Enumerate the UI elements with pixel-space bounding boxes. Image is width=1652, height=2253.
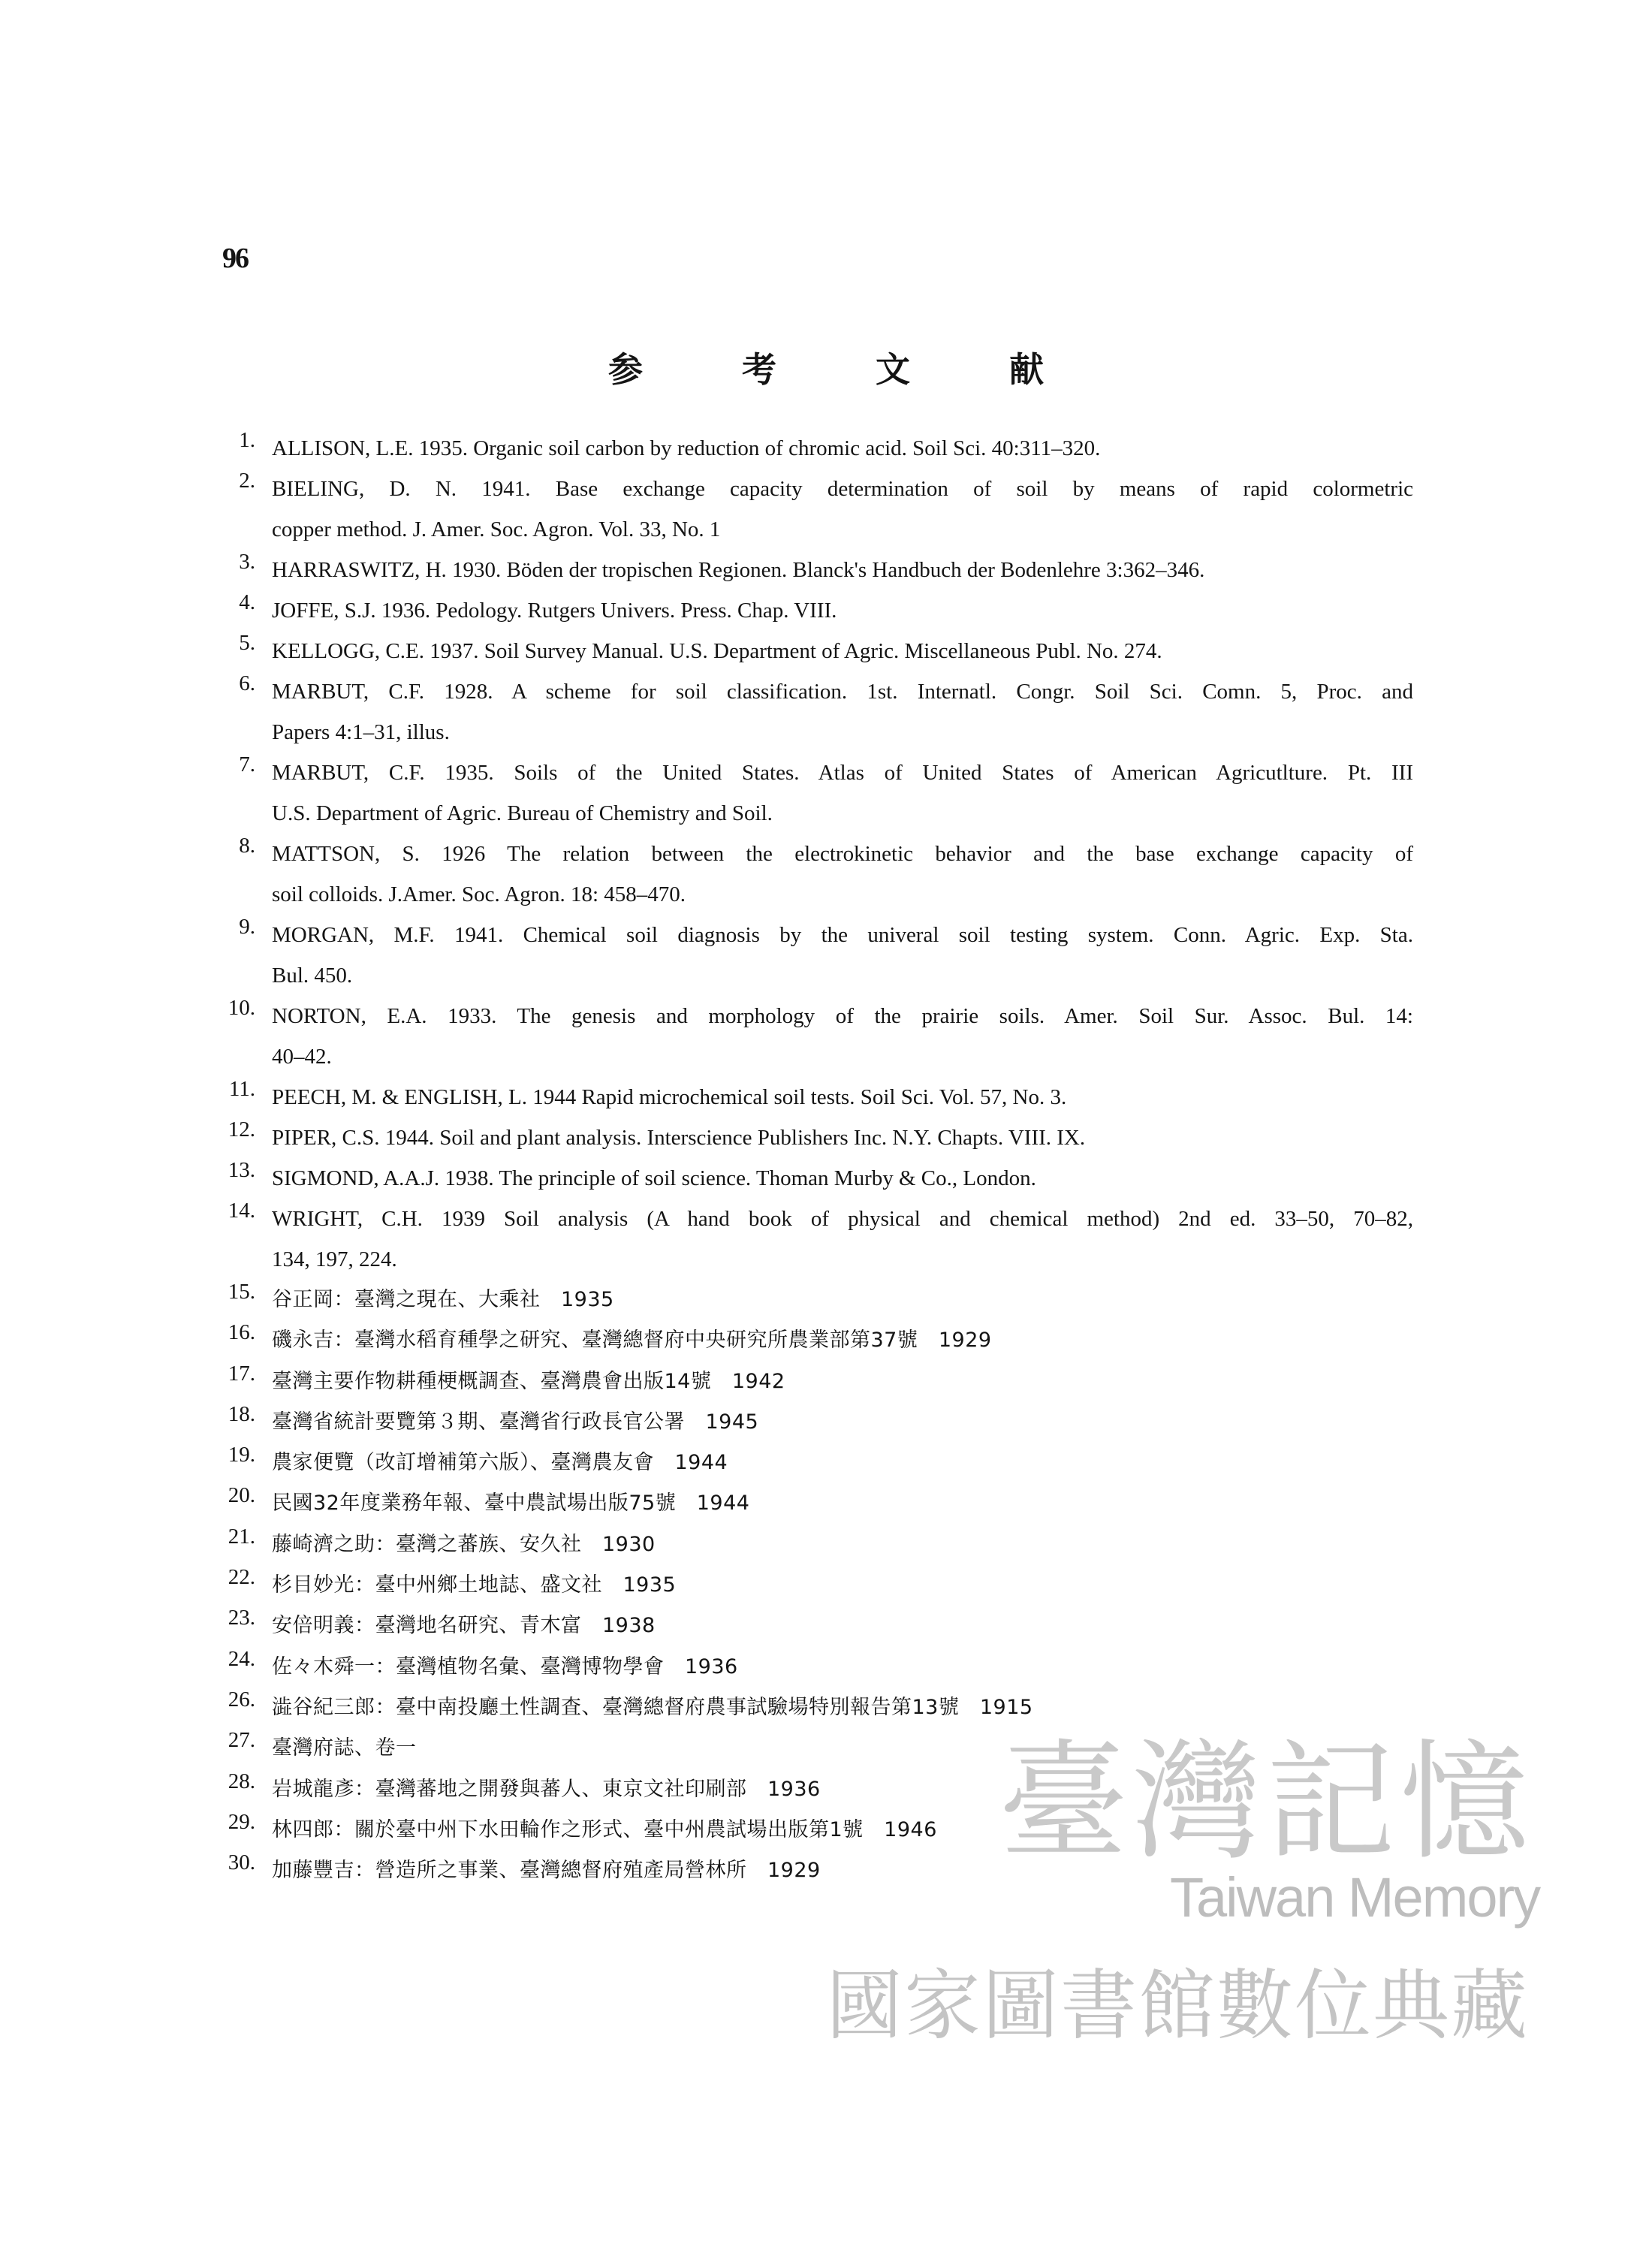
reference-text <box>272 1443 1413 1483</box>
reference-line: MORGAN, M.F. 1941. Chemical soil diagnosis by the univeral soil testing system. Conn. Agric. Exp. Sta. <box>272 923 1413 947</box>
reference-line: 安倍明義：臺灣地名研究、青木富 1938 <box>272 1614 656 1638</box>
reference-line: MARBUT, C.F. 1935. Soils of the United States. Atlas of United States of American Agricutlture. Pt. III <box>272 761 1413 785</box>
reference-line: 林四郎：關於臺中州下水田輪作之形式、臺中州農試場出版第1號 1946 <box>272 1817 937 1841</box>
reference-text <box>272 428 1413 469</box>
reference-line: WRIGHT, C.H. 1939 Soil analysis (A hand book of physical and chemical method) 2nd ed. 33–50, 70–82, <box>272 1207 1413 1231</box>
reference-number: 9. <box>239 915 255 939</box>
reference-item <box>212 996 1413 1077</box>
reference-text <box>272 1199 1413 1280</box>
reference-line: PEECH, M. & ENGLISH, L. 1944 Rapid microchemical soil tests. Soil Sci. Vol. 57, No. 3. <box>272 1085 1067 1109</box>
reference-line: JOFFE, S.J. 1936. Pedology. Rutgers Univers. Press. Chap. VIII. <box>272 599 837 623</box>
reference-text <box>272 1647 1413 1687</box>
reference-item <box>212 1320 1413 1361</box>
reference-item <box>212 1525 1413 1565</box>
reference-text <box>272 1280 1413 1320</box>
reference-item <box>212 1199 1413 1280</box>
reference-line: ALLISON, L.E. 1935. Organic soil carbon by reduction of chromic acid. Soil Sci. 40:311–320. <box>272 436 1101 460</box>
reference-line: 加藤豐吉：營造所之事業、臺灣總督府殖產局營林所 1929 <box>272 1859 821 1883</box>
reference-item <box>212 1362 1413 1402</box>
reference-item <box>212 1077 1413 1117</box>
reference-number: 17. <box>228 1361 255 1386</box>
watermark-subtitle: 國家圖書館數位典藏 <box>826 1962 1529 2051</box>
reference-number: 11. <box>228 1077 255 1101</box>
reference-line: KELLOGG, C.E. 1937. Soil Survey Manual. U.S. Department of Agric. Miscellaneous Publ. No. 274. <box>272 639 1162 663</box>
reference-item <box>212 1402 1413 1443</box>
watermark-logo-text: 臺灣記憶 <box>999 1727 1533 1878</box>
reference-item <box>212 834 1413 915</box>
reference-number: 28. <box>228 1769 255 1793</box>
reference-number: 4. <box>239 590 255 614</box>
reference-number: 13. <box>228 1158 255 1182</box>
reference-line: Papers 4:1–31, illus. <box>272 720 450 744</box>
reference-item <box>212 1606 1413 1646</box>
reference-line: PIPER, C.S. 1944. Soil and plant analysis. Interscience Publishers Inc. N.Y. Chapts. VIII. IX. <box>272 1126 1086 1150</box>
reference-line: 臺灣主要作物耕種梗概調查、臺灣農會出版14號 1942 <box>272 1369 785 1393</box>
reference-line: 澁谷紀三郎：臺中南投廳土性調査、臺灣總督府農事試驗場特別報告第13號 1915 <box>272 1695 1033 1719</box>
reference-item <box>212 1647 1413 1687</box>
reference-line: 谷正岡：臺灣之現在、大乘社 1935 <box>272 1288 614 1311</box>
reference-line: 農家便覽（改訂增補第六版）、臺灣農友會 1944 <box>272 1451 728 1475</box>
reference-line: 40–42. <box>272 1045 332 1069</box>
reference-line: 民國32年度業務年報、臺中農試場出版75號 1944 <box>272 1491 750 1516</box>
reference-line: 佐々木舜一：臺灣植物名彙、臺灣博物學會 1936 <box>272 1654 738 1678</box>
reference-number: 18. <box>228 1401 255 1426</box>
reference-line: MARBUT, C.F. 1928. A scheme for soil classification. 1st. Internatl. Congr. Soil Sci. Comn. 5, Proc. and <box>272 680 1413 704</box>
reference-item <box>212 1483 1413 1524</box>
reference-line: Bul. 450. <box>272 964 353 988</box>
reference-text <box>272 671 1413 753</box>
reference-item <box>212 428 1413 469</box>
reference-number: 27. <box>228 1728 255 1753</box>
reference-text <box>272 631 1413 671</box>
reference-number: 15. <box>228 1280 255 1304</box>
reference-text <box>272 753 1413 834</box>
reference-line: 藤崎濟之助：臺灣之蕃族、安久社 1930 <box>272 1532 656 1556</box>
reference-item <box>212 1565 1413 1606</box>
reference-number: 19. <box>228 1443 255 1467</box>
reference-number: 8. <box>239 834 255 858</box>
reference-list <box>212 428 1413 1891</box>
reference-item <box>212 631 1413 671</box>
reference-item <box>212 550 1413 590</box>
reference-line: MATTSON, S. 1926 The relation between the electrokinetic behavior and the base exchange capacity of <box>272 842 1413 866</box>
reference-number: 23. <box>228 1606 255 1630</box>
reference-number: 6. <box>239 671 255 695</box>
reference-item <box>212 590 1413 631</box>
reference-number: 20. <box>228 1483 255 1508</box>
reference-text <box>272 550 1413 590</box>
reference-number: 21. <box>228 1524 255 1549</box>
reference-item <box>212 1443 1413 1483</box>
reference-text <box>272 1320 1413 1361</box>
reference-item <box>212 1280 1413 1320</box>
reference-line: 臺灣府誌、卷一 <box>272 1736 417 1760</box>
reference-number: 29. <box>228 1809 255 1834</box>
reference-line: 臺灣省統計要覽第３期、臺灣省行政長官公署 1945 <box>272 1410 759 1434</box>
reference-line: soil colloids. J.Amer. Soc. Agron. 18: 458–470. <box>272 882 686 906</box>
reference-item <box>212 1158 1413 1199</box>
reference-item <box>212 1117 1413 1158</box>
reference-number: 14. <box>228 1199 255 1223</box>
reference-text <box>272 469 1413 550</box>
reference-item <box>212 469 1413 550</box>
reference-number: 2. <box>239 469 255 493</box>
reference-text <box>272 1483 1413 1524</box>
page-title: 参 考 文 献 <box>607 349 1088 390</box>
reference-number: 30. <box>228 1850 255 1875</box>
reference-number: 7. <box>239 753 255 777</box>
reference-number: 24. <box>228 1646 255 1671</box>
watermark-latin-text: Taiwan Memory <box>1170 1866 1540 1929</box>
reference-line: 磯永吉：臺灣水稻育種學之研究、臺灣總督府中央研究所農業部第37號 1929 <box>272 1329 992 1353</box>
reference-number: 3. <box>239 550 255 574</box>
reference-item <box>212 671 1413 753</box>
reference-line: 杉目妙光：臺中州鄉土地誌、盛文社 1935 <box>272 1573 677 1597</box>
reference-text <box>272 996 1413 1077</box>
reference-line: 岩城龍彥：臺灣蕃地之開發與蕃人、東京文社印刷部 1936 <box>272 1777 821 1801</box>
reference-text <box>272 1158 1413 1199</box>
reference-line: HARRASWITZ, H. 1930. Böden der tropischen Regionen. Blanck's Handbuch der Bodenlehre 3:362–346. <box>272 558 1205 582</box>
reference-text <box>272 1402 1413 1443</box>
reference-text <box>272 1362 1413 1402</box>
reference-line: 134, 197, 224. <box>272 1247 397 1271</box>
reference-line: NORTON, E.A. 1933. The genesis and morphology of the prairie soils. Amer. Soil Sur. Assoc. Bul. 14: <box>272 1004 1413 1028</box>
reference-line: BIELING, D. N. 1941. Base exchange capacity determination of soil by means of rapid colormetric <box>272 477 1413 501</box>
reference-number: 22. <box>228 1565 255 1590</box>
reference-text <box>272 1117 1413 1158</box>
reference-text <box>272 1565 1413 1606</box>
reference-text <box>272 834 1413 915</box>
reference-number: 5. <box>239 631 255 655</box>
reference-line: U.S. Department of Agric. Bureau of Chemistry and Soil. <box>272 801 773 825</box>
reference-number: 26. <box>228 1687 255 1712</box>
reference-item <box>212 753 1413 834</box>
reference-number: 12. <box>228 1117 255 1142</box>
reference-text <box>272 1606 1413 1646</box>
reference-text <box>272 1525 1413 1565</box>
reference-line: copper method. J. Amer. Soc. Agron. Vol. 33, No. 1 <box>272 517 721 541</box>
reference-text <box>272 1077 1413 1117</box>
reference-number: 10. <box>228 996 255 1020</box>
page-number: 96 <box>222 243 248 274</box>
reference-item <box>212 915 1413 996</box>
reference-text <box>272 915 1413 996</box>
reference-number: 1. <box>239 428 255 452</box>
reference-text <box>272 590 1413 631</box>
reference-number: 16. <box>228 1320 255 1345</box>
reference-line: SIGMOND, A.A.J. 1938. The principle of soil science. Thoman Murby & Co., London. <box>272 1166 1036 1190</box>
